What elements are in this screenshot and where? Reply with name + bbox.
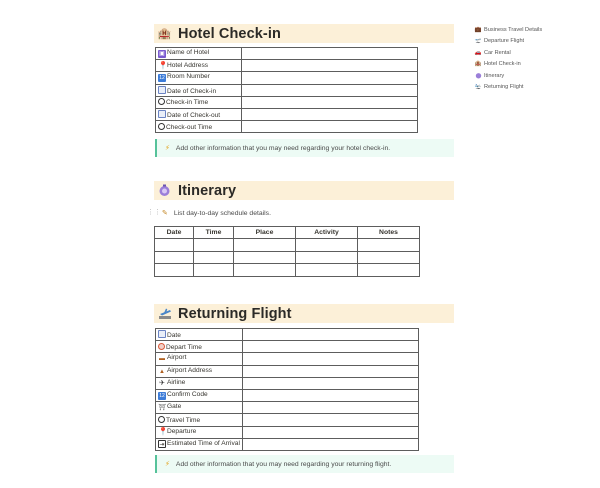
row-label: Check-in Time (166, 99, 209, 107)
calendar-icon (158, 330, 166, 338)
toc-item-returning-flight[interactable] (474, 82, 542, 94)
value-cell[interactable] (242, 438, 418, 450)
value-cell[interactable] (242, 48, 418, 60)
hotel-section-title: Hotel Check-in (178, 25, 281, 42)
toc-item-business-travel-details[interactable] (474, 24, 542, 36)
row-label: Confirm Code (167, 391, 208, 399)
table-row (156, 389, 419, 401)
table-cell[interactable] (296, 251, 358, 263)
lightning-icon: ⚡ (165, 461, 170, 468)
table-row (156, 426, 419, 438)
note-text: List day-to-day schedule details. (173, 209, 271, 217)
value-cell[interactable] (242, 60, 418, 72)
table-row (156, 341, 419, 353)
table-row (156, 48, 418, 60)
itinerary-section-header (154, 181, 454, 200)
hotel-callout[interactable] (155, 139, 454, 157)
row-label: Date of Check-out (167, 112, 221, 120)
table-cell[interactable] (358, 239, 420, 251)
table-row (156, 96, 418, 108)
column-header-date: Date (155, 227, 194, 239)
table-row (156, 108, 418, 120)
value-cell[interactable] (242, 108, 418, 120)
hotel-details-table (155, 47, 418, 133)
row-label: Airport Address (167, 366, 213, 374)
clock-icon (158, 123, 165, 130)
table-row (155, 251, 420, 263)
value-cell[interactable] (242, 377, 418, 389)
hotel-section-header (154, 24, 454, 43)
table-cell[interactable] (194, 264, 234, 276)
number-icon: 12 (159, 393, 165, 400)
table-cell[interactable] (194, 239, 234, 251)
toc-item-label: Car Rental (484, 49, 511, 56)
table-cell[interactable] (155, 251, 194, 263)
table-cell[interactable] (358, 264, 420, 276)
table-row (156, 438, 419, 450)
hotel-name-icon: ▣ (159, 51, 165, 58)
returning-section-header (154, 304, 454, 323)
value-cell[interactable] (242, 72, 418, 84)
table-cell[interactable] (155, 264, 194, 276)
airplane-icon: ✈ (159, 379, 165, 387)
row-label: Depart Time (166, 343, 202, 351)
table-row (155, 264, 420, 276)
eta-icon: ⇥ (159, 442, 165, 449)
row-label: Date (167, 332, 181, 340)
itinerary-section-title: Itinerary (178, 182, 237, 199)
row-label: Airline (167, 378, 186, 386)
suitcase-icon: 💼 (474, 26, 482, 33)
calendar-icon (158, 86, 166, 94)
car-icon: 🚗 (474, 49, 482, 56)
table-header-row (155, 227, 420, 239)
toc-item-label: Hotel Check-in (484, 61, 521, 68)
value-cell[interactable] (242, 365, 418, 377)
row-label: Travel Time (166, 416, 201, 424)
table-row (156, 84, 418, 96)
table-cell[interactable] (358, 251, 420, 263)
returning-section-title: Returning Flight (178, 305, 292, 322)
callout-text: Add other information that you may need regarding your returning flight. (175, 460, 392, 468)
row-label: Room Number (167, 73, 210, 81)
pin-icon: 📍 (158, 427, 168, 437)
calendar-icon (158, 110, 166, 118)
departure-icon: 🛫 (474, 38, 482, 45)
column-header-time: Time (194, 227, 234, 239)
drag-handle-icon[interactable]: ⋮⋮ (147, 209, 161, 216)
value-cell[interactable] (242, 414, 418, 426)
value-cell[interactable] (242, 353, 418, 365)
returning-callout[interactable] (155, 455, 454, 473)
row-label: Airport (167, 354, 187, 362)
table-cell[interactable] (234, 239, 296, 251)
table-row (156, 60, 418, 72)
table-row (156, 329, 419, 341)
itinerary-icon (474, 72, 482, 79)
row-label: Gate (167, 403, 182, 411)
airport-icon: ▬ (159, 356, 165, 363)
value-cell[interactable] (242, 341, 418, 353)
callout-text: Add other information that you may need regarding your hotel check-in. (175, 144, 391, 152)
table-cell[interactable] (296, 264, 358, 276)
table-cell[interactable] (296, 239, 358, 251)
lightning-icon: ⚡ (165, 145, 170, 152)
column-header-notes: Notes (358, 227, 420, 239)
table-cell[interactable] (194, 251, 234, 263)
row-label: Date of Check-in (167, 87, 217, 95)
value-cell[interactable] (242, 121, 418, 133)
hotel-icon: 🏨 (157, 28, 172, 40)
table-row (156, 377, 419, 389)
row-label: Departure (167, 428, 197, 436)
toc-item-departure-flight[interactable] (474, 36, 542, 48)
table-of-contents (474, 24, 542, 93)
itinerary-note[interactable] (154, 206, 454, 220)
flight-icon: 🛬 (474, 84, 482, 91)
row-label: Check-out Time (166, 123, 213, 131)
row-label: Name of Hotel (167, 49, 210, 57)
clock-icon (158, 98, 165, 105)
value-cell[interactable] (242, 402, 418, 414)
gate-icon: ⛩ (158, 405, 166, 412)
table-cell[interactable] (234, 251, 296, 263)
table-row (156, 121, 418, 133)
value-cell[interactable] (242, 96, 418, 108)
table-row (156, 365, 419, 377)
toc-item-label: Itinerary (484, 72, 505, 79)
toc-item-itinerary[interactable] (474, 70, 542, 82)
table-row (156, 414, 419, 426)
alarm-icon (158, 343, 165, 350)
value-cell[interactable] (242, 329, 418, 341)
number-icon: 12 (159, 75, 165, 82)
toc-item-car-rental[interactable] (474, 47, 542, 59)
table-row (156, 72, 418, 84)
toc-item-hotel-check-in[interactable] (474, 59, 542, 71)
pin-icon: 📍 (158, 60, 168, 70)
hotel-icon: 🏨 (474, 61, 482, 68)
value-cell[interactable] (242, 389, 418, 401)
table-cell[interactable] (155, 239, 194, 251)
flight-icon (157, 306, 172, 321)
notepad-icon: ✎ (162, 210, 168, 217)
table-row (156, 402, 419, 414)
table-row (156, 353, 419, 365)
clock-icon (158, 416, 165, 423)
value-cell[interactable] (242, 84, 418, 96)
returning-flight-table (155, 328, 419, 451)
value-cell[interactable] (242, 426, 418, 438)
itinerary-icon (157, 183, 172, 198)
toc-item-label: Returning Flight (484, 84, 524, 91)
row-label: Hotel Address (167, 61, 209, 69)
column-header-activity: Activity (296, 227, 358, 239)
table-row (155, 239, 420, 251)
itinerary-table (154, 226, 420, 277)
row-label: Estimated Time of Arrival (167, 440, 240, 448)
table-cell[interactable] (234, 264, 296, 276)
toc-item-label: Departure Flight (484, 38, 525, 45)
toc-item-label: Business Travel Details (484, 26, 543, 33)
column-header-place: Place (234, 227, 296, 239)
tower-icon: ▲ (159, 368, 165, 375)
